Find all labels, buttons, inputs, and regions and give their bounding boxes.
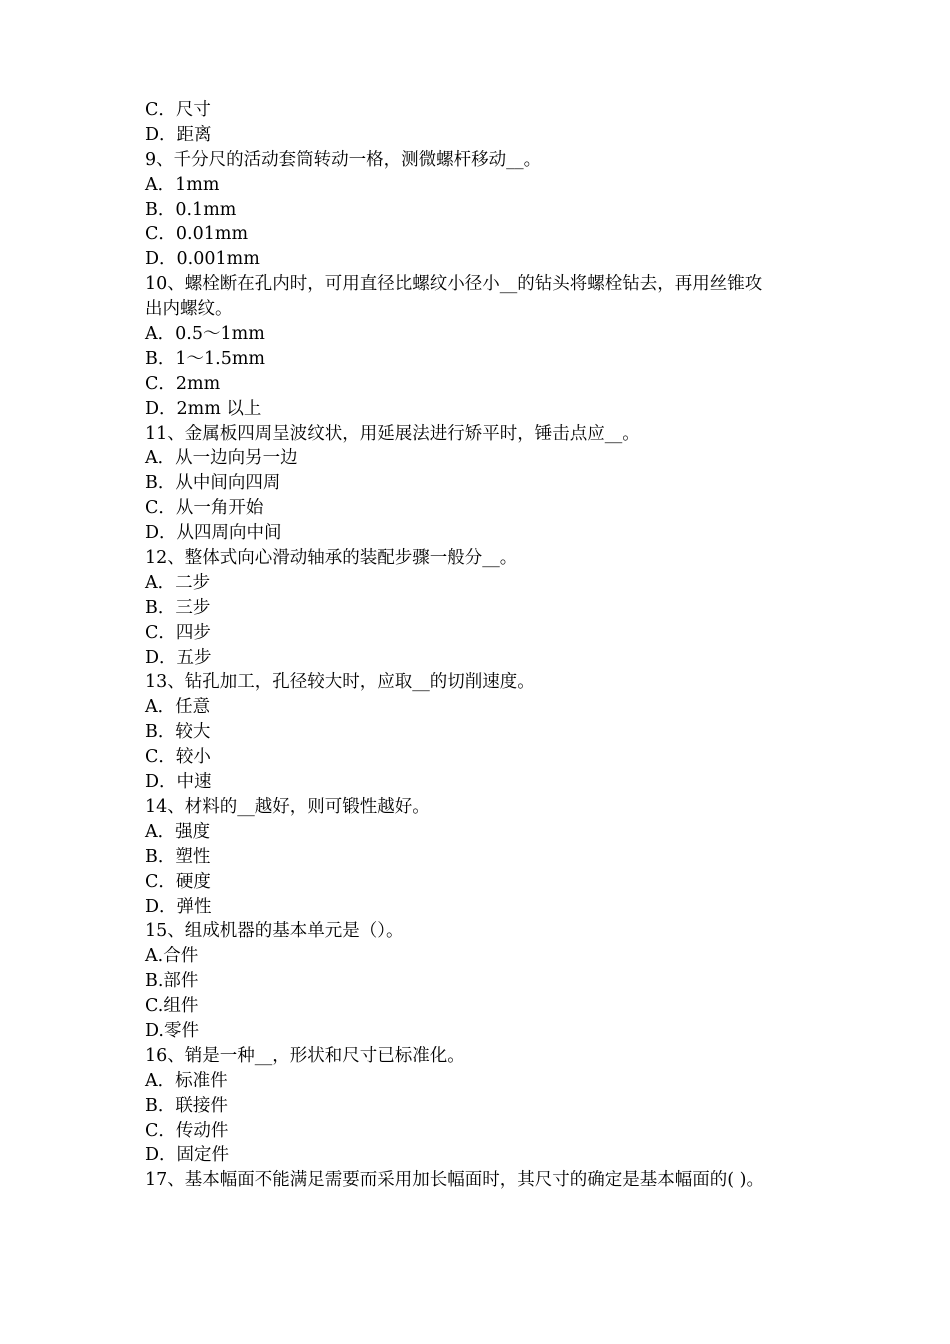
answer-option: B．1～1.5mm — [145, 348, 266, 369]
question-text: 12、整体式向心滑动轴承的装配步骤一般分__。 — [145, 548, 518, 569]
answer-option: C．0.01mm — [145, 224, 249, 245]
question-text: 17、基本幅面不能满足需要而采用加长幅面时，其尺寸的确定是基本幅面的( )。 — [145, 1170, 764, 1191]
question-text: 出内螺纹。 — [145, 299, 233, 320]
answer-option: C．四步 — [145, 622, 211, 643]
answer-option: C．从一角开始 — [145, 498, 264, 519]
answer-option: D．五步 — [145, 647, 212, 668]
answer-option: D.零件 — [145, 1020, 199, 1041]
question-text: 16、销是一种__，形状和尺寸已标准化。 — [145, 1045, 465, 1066]
answer-option: C．硬度 — [145, 871, 211, 892]
question-text: 13、钻孔加工，孔径较大时，应取__的切削速度。 — [145, 672, 535, 693]
question-text: 9、千分尺的活动套筒转动一格，测微螺杆移动__。 — [145, 149, 542, 170]
document-page — [145, 98, 825, 1193]
answer-option: D．2mm 以上 — [145, 398, 262, 419]
question-text: 10、螺栓断在孔内时，可用直径比螺纹小径小__的钻头将螺栓钻去，再用丝锥攻 — [145, 274, 763, 295]
answer-option: D．距离 — [145, 124, 212, 145]
answer-option: B．塑性 — [145, 846, 211, 867]
answer-option: B．从中间向四周 — [145, 473, 281, 494]
answer-option: A．强度 — [145, 821, 211, 842]
answer-option: B．0.1mm — [145, 199, 237, 220]
question-text: 15、组成机器的基本单元是（）。 — [145, 921, 404, 942]
answer-option: A．二步 — [145, 572, 211, 593]
answer-option: D．0.001mm — [145, 249, 260, 270]
answer-option: A．1mm — [145, 174, 220, 195]
answer-option: D．固定件 — [145, 1145, 230, 1166]
answer-option: D．弹性 — [145, 896, 212, 917]
answer-option: C.组件 — [145, 996, 199, 1017]
answer-option: B．联接件 — [145, 1095, 228, 1116]
answer-option: A．从一边向另一边 — [145, 448, 298, 469]
answer-option: A.合件 — [145, 946, 199, 967]
answer-option: A．任意 — [145, 697, 211, 718]
question-text: 11、金属板四周呈波纹状，用延展法进行矫平时，锤击点应__。 — [145, 423, 640, 444]
answer-option: A．0.5～1mm — [145, 324, 265, 345]
answer-option: C．尺寸 — [145, 100, 211, 120]
answer-option: A．标准件 — [145, 1070, 228, 1091]
answer-option: D．中速 — [145, 772, 212, 793]
answer-option: B．三步 — [145, 597, 211, 618]
answer-option: C．2mm — [145, 373, 221, 394]
answer-option: C．传动件 — [145, 1120, 229, 1141]
answer-option: D．从四周向中间 — [145, 523, 282, 544]
answer-option: B．较大 — [145, 722, 211, 743]
answer-option: C．较小 — [145, 747, 211, 768]
question-text: 14、材料的__越好，则可锻性越好。 — [145, 796, 430, 817]
answer-option: B.部件 — [145, 971, 199, 992]
